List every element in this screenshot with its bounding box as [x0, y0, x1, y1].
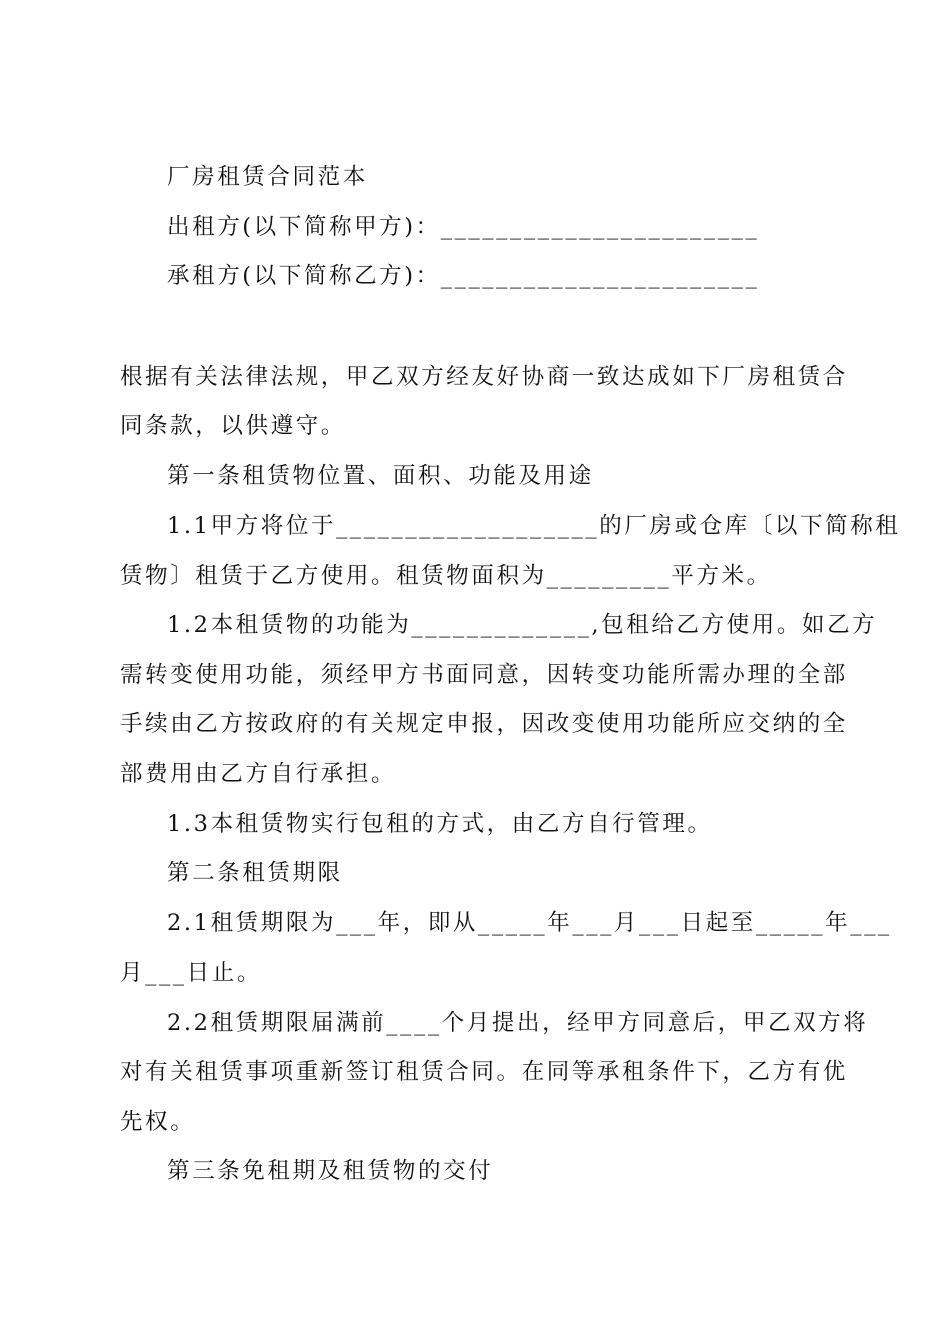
paragraph-line: 根据有关法律法规，甲乙双方经友好协商一致达成如下厂房租赁合: [120, 364, 848, 390]
lessee-line: 承租方(以下简称乙方)：_______________________: [167, 263, 760, 289]
paragraph-line: 部费用由乙方自行承担。: [120, 761, 397, 787]
paragraph-line: 2.1租赁期限为___年，即从_____年___月___日起至_____年___: [167, 910, 892, 936]
paragraph-line: 需转变使用功能，须经甲方书面同意，因转变功能所需办理的全部: [120, 662, 848, 688]
paragraph-line: 2.2租赁期限届满前____个月提出，经甲方同意后，甲乙双方将: [167, 1010, 869, 1036]
paragraph-line: 月___日止。: [120, 960, 262, 986]
paragraph-line: 1.3本租赁物实行包租的方式，由乙方自行管理。: [167, 811, 713, 837]
paragraph-line: 先权。: [120, 1109, 196, 1135]
paragraph-line: 同条款，以供遵守。: [120, 413, 346, 439]
paragraph-line: 赁物〕租赁于乙方使用。租赁物面积为_________平方米。: [120, 563, 772, 589]
paragraph-line: 1.2本租赁物的功能为_____________,包租给乙方使用。如乙方: [167, 612, 878, 638]
section-heading: 第二条租赁期限: [167, 860, 343, 886]
section-heading: 第一条租赁物位置、面积、功能及用途: [167, 463, 594, 489]
paragraph-line: 手续由乙方按政府的有关规定申报，因改变使用功能所应交纳的全: [120, 711, 848, 737]
document-title: 厂房租赁合同范本: [167, 164, 368, 190]
paragraph-line: 1.1甲方将位于___________________的厂房或仓库〔以下简称租: [167, 513, 901, 539]
lessor-line: 出租方(以下简称甲方)：_______________________: [167, 214, 760, 240]
section-heading: 第三条免租期及租赁物的交付: [167, 1158, 494, 1184]
paragraph-line: 对有关租赁事项重新签订租赁合同。在同等承租条件下，乙方有优: [120, 1059, 848, 1085]
